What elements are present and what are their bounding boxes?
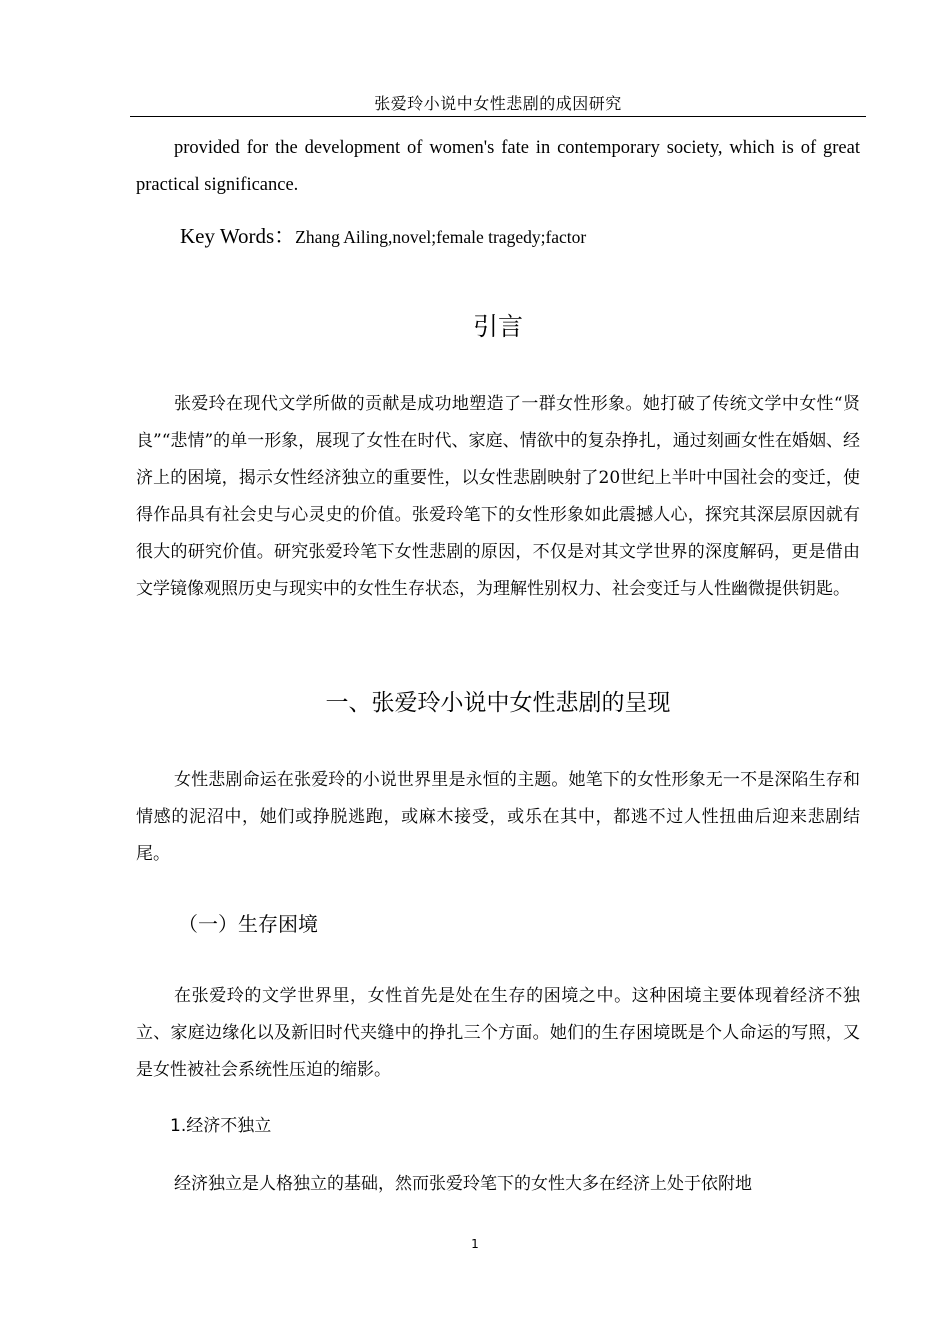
header-divider (130, 116, 866, 117)
subsubsection-1-paragraph: 经济独立是人格独立的基础，然而张爱玲笔下的女性大多在经济上处于依附地 (174, 1174, 752, 1194)
keywords-label: Key Words： (180, 224, 296, 248)
abstract-closing-paragraph: provided for the development of women's fate in contemporary society, which is of great practical significance. (136, 138, 860, 195)
section-1-paragraph: 女性悲剧命运在张爱玲的小说世界里是永恒的主题。她笔下的女性形象无一不是深陷生存和情感的泥沼中，她们或挣脱逃跑，或麻木接受，或乐在其中，都逃不过人性扭曲后迎来悲剧结尾。 (136, 770, 860, 864)
subsubsection-heading-1: 1.经济不独立 (170, 1116, 272, 1136)
intro-heading: 引言 (472, 312, 523, 341)
keywords-value: Zhang Ailing,novel;female tragedy;factor (295, 227, 587, 247)
subsection-heading-1: （一）生存困境 (178, 912, 318, 936)
subsection-1-paragraph: 在张爱玲的文学世界里，女性首先是处在生存的困境之中。这种困境主要体现着经济不独立、家庭边缘化以及新旧时代夹缝中的挣扎三个方面。她们的生存困境既是个人命运的写照，又是女性被社会系统性压迫的缩影。 (136, 986, 860, 1080)
keywords-line (180, 221, 586, 254)
page-number: 1 (471, 1237, 479, 1251)
running-header: 张爱玲小说中女性悲剧的成因研究 (374, 94, 622, 113)
section-heading-1: 一、张爱玲小说中女性悲剧的呈现 (325, 690, 671, 716)
intro-paragraph: 张爱玲在现代文学所做的贡献是成功地塑造了一群女性形象。她打破了传统文学中女性“贤良”“悲情”的单一形象，展现了女性在时代、家庭、情欲中的复杂挣扎，通过刻画女性在婚姻、经济上的困境，揭示女性经济独立的重要性，以女性悲剧映射了20世纪上半叶中国社会的变迁，使得作品具有社会史与心灵史的价值。张爱玲笔下的女性形象如此震撼人心，探究其深层原因就有很大的研究价值。研究张爱玲笔下女性悲剧的原因，不仅是对其文学世界的深度解码，更是借由文学镜像观照历史与现实中的女性生存状态，为理解性别权力、社会变迁与人性幽微提供钥匙。 (136, 394, 860, 599)
